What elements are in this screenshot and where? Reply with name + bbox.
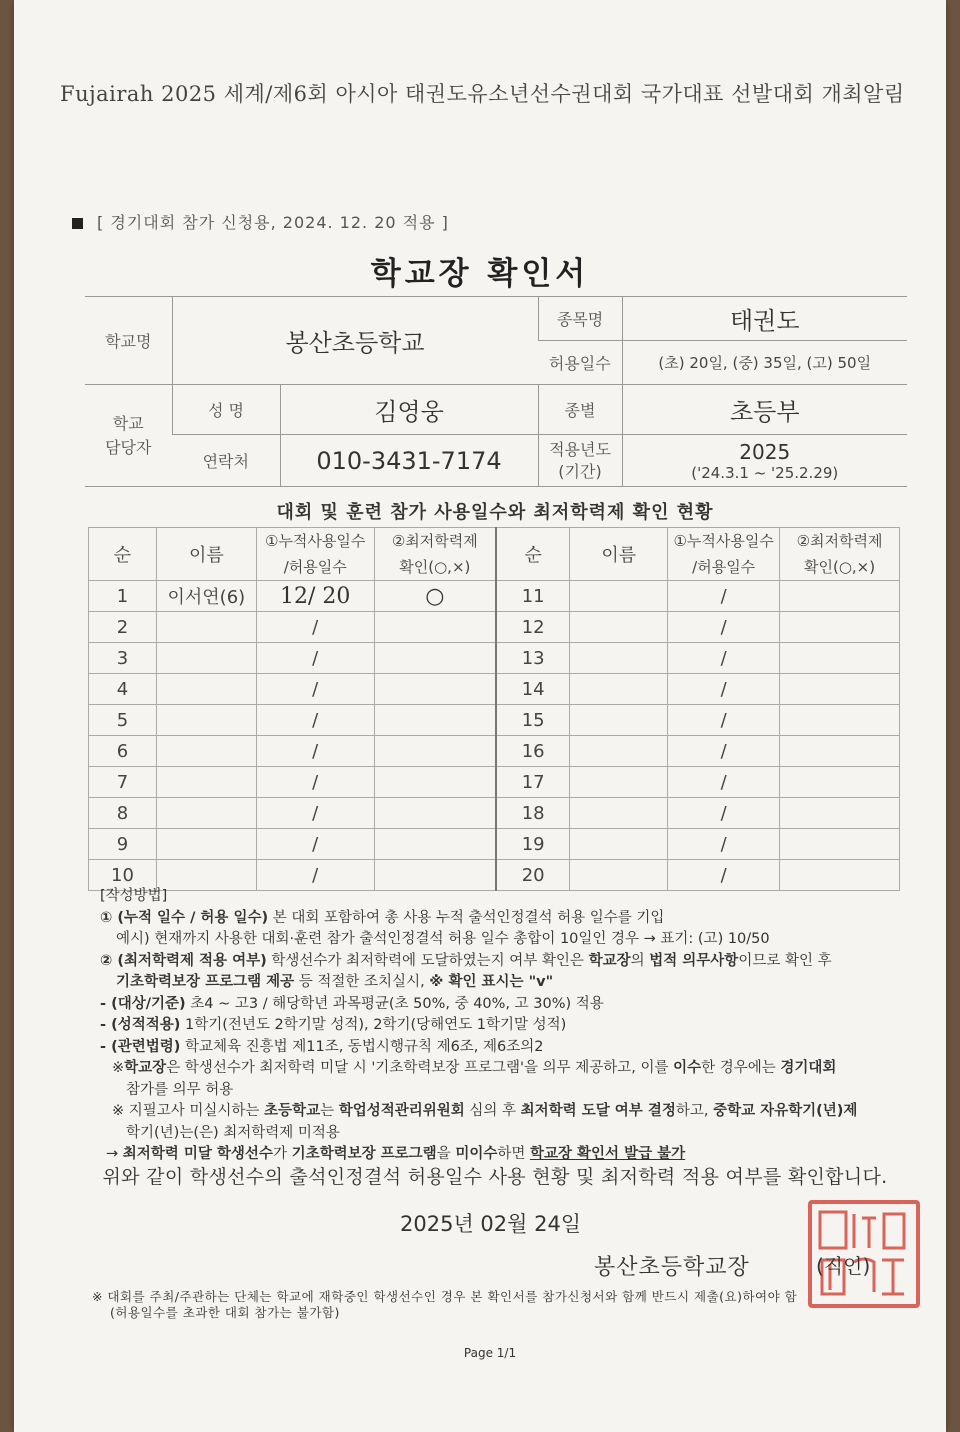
contact-value: 010-3431-7174 [280, 435, 538, 487]
row-number: 20 [496, 860, 570, 891]
note-2-bold-b: 법적 의무사항 [649, 952, 739, 969]
note-2-text-c: 이므로 확인 후 [738, 952, 832, 969]
writing-instructions [100, 886, 900, 1166]
col-check-header-2: ②최저학력제 확인(○,×) [780, 528, 900, 581]
note-1-label: ① (누적 일수 / 허용 일수) [100, 909, 269, 926]
athlete-name [570, 705, 668, 736]
athlete-table [88, 527, 900, 891]
event-value: 태권도 [622, 297, 907, 341]
days-used: / [668, 674, 780, 705]
note-2 [100, 951, 900, 973]
document-header: Fujairah 2025 세계/제6회 아시아 태권도유소년선수권대회 국가대표 선발대회 개최알림 [60, 82, 905, 106]
note-2-text-b: 의 [630, 952, 650, 969]
athlete-name [570, 643, 668, 674]
principal-signature: 봉산초등학교장 [594, 1255, 750, 1280]
min-academic-check [780, 798, 900, 829]
row-number: 4 [89, 674, 157, 705]
min-academic-check [374, 674, 496, 705]
min-academic-check [780, 674, 900, 705]
detail-1 [100, 994, 900, 1016]
athlete-name [156, 736, 256, 767]
row-number: 14 [496, 674, 570, 705]
min-academic-check [780, 581, 900, 612]
table-row [89, 674, 900, 705]
note-2-line2-a: 기초학력보장 프로그램 제공 [116, 974, 295, 990]
sub-note-2-c: 초등학교 [264, 1103, 321, 1119]
athlete-name [570, 767, 668, 798]
detail-1-text: 초4 ~ 고3 / 해당학년 과목평균(초 50%, 중 40%, 고 30%) 적용 [185, 995, 604, 1012]
athlete-name [156, 674, 256, 705]
note-1 [100, 908, 900, 930]
min-academic-check [374, 798, 496, 829]
row-number: 5 [89, 705, 157, 736]
row-number: 8 [89, 798, 157, 829]
detail-2-text: 1학기(전년도 2학기말 성적), 2학기(당해연도 1학기말 성적) [180, 1017, 567, 1033]
sub-note-1 [100, 1058, 900, 1080]
table-row [89, 581, 900, 612]
sub-note-3-g: 하면 [497, 1146, 530, 1162]
confirmation-statement: 위와 같이 학생선수의 출석인정결석 허용일수 사용 현황 및 최저학력 적용 여부를 확인합니다. [102, 1166, 888, 1188]
form-note-text: [ 경기대회 참가 신청용, 2024. 12. 20 적용 ] [97, 213, 449, 232]
note-2-line2-b: 등 적절한 조치실시, [294, 974, 430, 990]
sub-note-3-h: 학교장 확인서 발급 불가 [529, 1146, 686, 1162]
days-used: / [668, 705, 780, 736]
sub-note-1-c: 은 학생선수가 최저학력 미달 시 '기초학력보장 프로그램'을 의무 제공하고, 이를 [166, 1060, 674, 1076]
min-academic-check [780, 612, 900, 643]
sub-note-2-a: ※ 지필고사 미실시 [112, 1103, 232, 1119]
athlete-name [570, 581, 668, 612]
detail-1-label: - (대상/기준) [100, 995, 186, 1012]
detail-2-label: - (성적적용) [100, 1017, 181, 1033]
sub-note-1-d: 이수 [673, 1060, 702, 1076]
sub-note-1-b: 학교장 [124, 1060, 167, 1076]
manager-label: 학교 담당자 [85, 385, 172, 487]
athlete-name [156, 705, 256, 736]
school-value: 봉산초등학교 [172, 297, 538, 385]
allowed-days-value: (초) 20일, (중) 35일, (고) 50일 [622, 341, 907, 385]
table-row [89, 643, 900, 674]
detail-3-label: - (관련법령) [100, 1038, 181, 1055]
min-academic-check [374, 612, 496, 643]
min-academic-check [780, 643, 900, 674]
min-academic-check [780, 829, 900, 860]
year-cell [622, 435, 907, 487]
sub-note-1-line-2: 참가를 의무 허용 [126, 1081, 234, 1098]
name-label: 성 명 [172, 385, 280, 435]
sub-note-1-e: 한 경우에는 [701, 1060, 781, 1076]
notes-heading: [작성방법] [100, 888, 168, 904]
sub-note-2-b: 하는 [231, 1103, 265, 1119]
allowed-days-label: 허용일수 [538, 341, 622, 385]
section-title: 대회 및 훈련 참가 사용일수와 최저학력제 확인 현황 [276, 502, 714, 523]
days-used: / [256, 643, 374, 674]
row-number: 16 [496, 736, 570, 767]
row-number: 6 [89, 736, 157, 767]
page-title: 학교장 확인서 [370, 256, 590, 292]
sub-note-3-e: 을 [436, 1146, 456, 1162]
col-name-header-2: 이름 [570, 528, 668, 581]
name-value: 김영웅 [280, 385, 538, 435]
event-label: 종목명 [538, 297, 622, 341]
note-2-bold-a: 학교장 [588, 952, 631, 969]
days-used: / [668, 581, 780, 612]
days-used: / [668, 643, 780, 674]
table-row [89, 798, 900, 829]
issue-date: 2025년 02월 24일 [400, 1212, 582, 1236]
athlete-name [156, 612, 256, 643]
detail-3-text: 학교체육 진흥법 제11조, 동법시행규칙 제6조, 제6조의2 [180, 1038, 544, 1055]
min-academic-check: ○ [374, 581, 496, 612]
athlete-name [156, 767, 256, 798]
sub-note-1-a: ※ [112, 1060, 125, 1076]
note-1-text: 본 대회 포함하여 총 사용 누적 출석인정결석 허용 일수를 기입 [268, 909, 665, 926]
division-label: 종별 [538, 385, 622, 435]
year-period: ('24.3.1 ~ '25.2.29) [691, 463, 839, 482]
athlete-name [570, 674, 668, 705]
sub-note-2 [100, 1101, 900, 1123]
athlete-name [570, 612, 668, 643]
days-used: / [256, 705, 374, 736]
row-number: 7 [89, 767, 157, 798]
days-used: / [256, 798, 374, 829]
days-used: / [256, 674, 374, 705]
days-used: / [668, 736, 780, 767]
table-row [89, 767, 900, 798]
days-used: / [256, 860, 374, 891]
days-used: / [256, 767, 374, 798]
col-days-header-2: ①누적사용일수 /허용일수 [668, 528, 780, 581]
page-number: Page 1/1 [463, 1346, 517, 1360]
year-value: 2025 [739, 439, 791, 464]
min-academic-check [780, 736, 900, 767]
row-number: 12 [496, 612, 570, 643]
row-number: 2 [89, 612, 157, 643]
note-2-line-2 [100, 972, 900, 994]
min-academic-check [374, 643, 496, 674]
athlete-name: 이서연(6) [156, 581, 256, 612]
days-used: / [668, 798, 780, 829]
athlete-name [570, 829, 668, 860]
sub-note-2-h: 하고, [675, 1103, 714, 1119]
info-table [85, 296, 907, 487]
athlete-name [156, 643, 256, 674]
seal-label: (직인) [816, 1254, 871, 1278]
sub-note-2-line-2: 학기(년)는(은) 최저학력제 미적용 [126, 1124, 340, 1141]
sub-note-3-a: → [106, 1146, 123, 1162]
table-row [89, 705, 900, 736]
contact-label: 연락처 [172, 435, 280, 487]
sub-note-3-c: 가 [272, 1146, 292, 1162]
detail-2 [100, 1015, 900, 1037]
min-academic-check [374, 829, 496, 860]
note-1-example: 예시) 현재까지 사용한 대회·훈련 참가 출석인정결석 허용 일수 총합이 10일인 경우 → 표기: (고) 10/50 [116, 931, 770, 947]
row-number: 1 [89, 581, 157, 612]
days-used: / [256, 736, 374, 767]
athlete-table-body [89, 528, 900, 891]
sub-note-3-d: 기초학력보장 프로그램 [291, 1146, 437, 1162]
athlete-name [156, 829, 256, 860]
note-2-line2-c: ※ 확인 표시는 "v" [429, 974, 554, 990]
days-used: / [256, 829, 374, 860]
table-row [89, 612, 900, 643]
days-used: / [668, 860, 780, 891]
year-label: 적용년도 (기간) [538, 435, 622, 487]
footnote [92, 1289, 912, 1321]
min-academic-check [780, 767, 900, 798]
table-row [89, 829, 900, 860]
sub-note-2-e: 학업성적관리위원회 [338, 1103, 465, 1119]
detail-3 [100, 1037, 900, 1059]
footnote-line-1: ※ 대회를 주최/주관하는 단체는 학교에 재학중인 학생선수인 경우 본 확인서를 참가신청서와 함께 반드시 제출(요)하여야 함 [92, 1289, 798, 1304]
row-number: 10 [89, 860, 157, 891]
bullet-square-icon [72, 218, 83, 229]
row-number: 13 [496, 643, 570, 674]
sub-note-2-f: 심의 후 [464, 1103, 521, 1119]
athlete-name [570, 736, 668, 767]
footnote-line-2: (허용일수를 초과한 대회 참가는 불가함) [110, 1305, 340, 1320]
athlete-name [570, 798, 668, 829]
row-number: 15 [496, 705, 570, 736]
sub-note-2-g: 최저학력 도달 여부 결정 [520, 1103, 676, 1119]
row-number: 17 [496, 767, 570, 798]
row-number: 3 [89, 643, 157, 674]
school-label: 학교명 [85, 297, 172, 385]
form-note [72, 210, 449, 233]
row-number: 18 [496, 798, 570, 829]
sub-note-1-f: 경기대회 [780, 1060, 837, 1076]
days-used: / [668, 612, 780, 643]
sub-note-3-f: 미이수 [455, 1146, 498, 1162]
days-used: / [668, 767, 780, 798]
min-academic-check [374, 705, 496, 736]
row-number: 19 [496, 829, 570, 860]
athlete-name [156, 798, 256, 829]
min-academic-check [374, 736, 496, 767]
sub-note-3-b: 최저학력 미달 학생선수 [122, 1146, 273, 1162]
sub-note-2-i: 중학교 자유학기(년)제 [713, 1103, 858, 1119]
col-days-header: ①누적사용일수 /허용일수 [256, 528, 374, 581]
division-value: 초등부 [622, 385, 907, 435]
days-used: 12/ 20 [256, 581, 374, 612]
days-used: / [668, 829, 780, 860]
note-2-text-a: 학생선수가 최저학력에 도달하였는지 여부 확인은 [266, 952, 589, 969]
min-academic-check [780, 705, 900, 736]
col-check-header: ②최저학력제 확인(○,×) [374, 528, 496, 581]
row-number: 9 [89, 829, 157, 860]
min-academic-check [374, 767, 496, 798]
note-2-label: ② (최저학력제 적용 여부) [100, 952, 267, 969]
sub-note-2-d: 는 [320, 1103, 339, 1119]
table-row [89, 736, 900, 767]
col-no-header-2: 순 [496, 528, 570, 581]
col-name-header: 이름 [156, 528, 256, 581]
col-no-header: 순 [89, 528, 157, 581]
days-used: / [256, 612, 374, 643]
row-number: 11 [496, 581, 570, 612]
